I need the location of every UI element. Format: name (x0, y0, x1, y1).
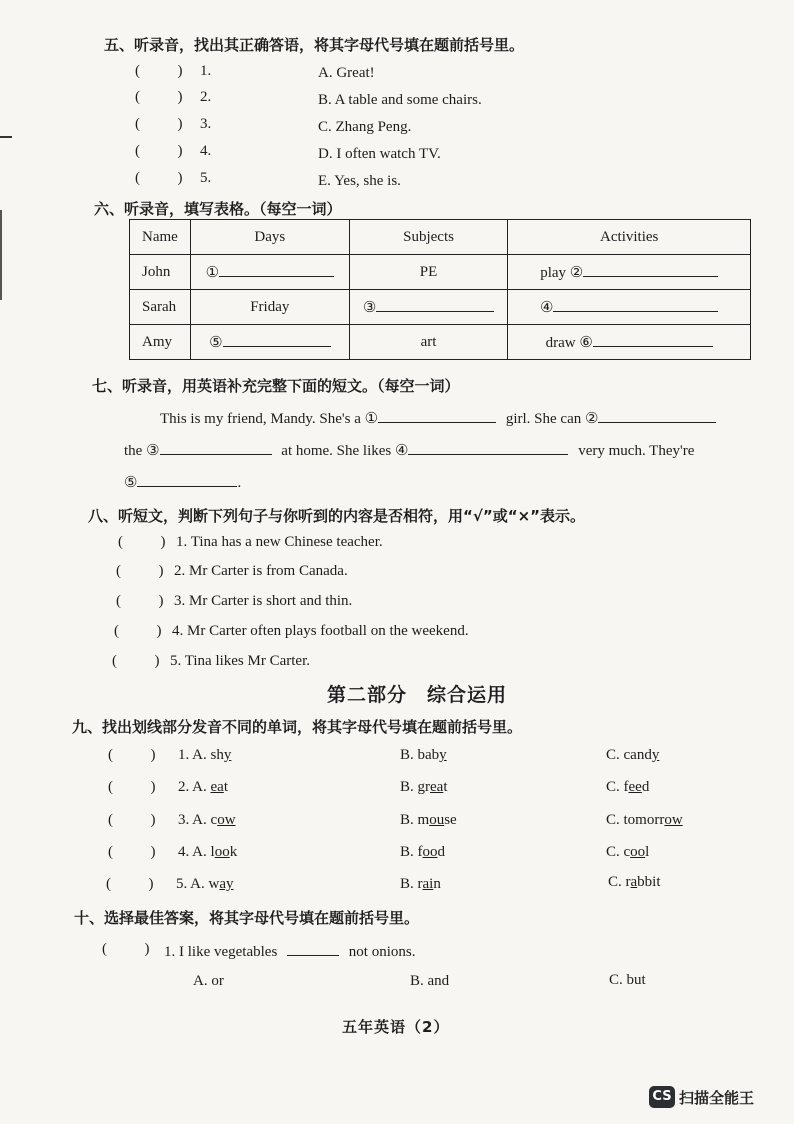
underlined: ow (217, 812, 236, 828)
post: t (443, 779, 448, 795)
s9-q1-a (178, 747, 231, 764)
header-days: Days (190, 220, 349, 255)
s9-q3-a (178, 812, 236, 829)
s9-q4-b (400, 844, 445, 861)
section-5-title: 五、听录音，找出其正确答语，将其字母代号填在题前括号里。 (104, 36, 525, 54)
s7-text: very much. They're (578, 443, 695, 459)
listening-table (129, 219, 751, 360)
s9-q4-c (606, 844, 649, 861)
pre: C. f (606, 779, 629, 795)
s7-text: the ③ (124, 443, 160, 459)
cell-sarah-days: Friday (190, 290, 349, 325)
header-activities: Activities (508, 220, 751, 255)
fill-blank[interactable] (223, 332, 331, 347)
s9-q5-a (176, 876, 234, 893)
paren-5-3[interactable]: ( ) (135, 116, 183, 132)
pre: l (210, 844, 215, 860)
cell-john-subjects: PE (349, 255, 508, 290)
post: d (641, 779, 650, 795)
logo-text: 扫描全能王 (679, 1088, 755, 1107)
s9-q4-a (178, 844, 237, 861)
s9-q3-c (606, 812, 683, 829)
s8-item-4: 4. Mr Carter often plays football on the weekend. (172, 623, 469, 639)
binding-mark (0, 136, 12, 138)
underlined: ow (664, 812, 683, 828)
pre: C. c (606, 844, 631, 860)
activity-prefix: draw ⑥ (545, 335, 593, 351)
s5-answer-c: C. Zhang Peng. (318, 119, 412, 135)
paren-5-5[interactable]: ( ) (135, 170, 183, 186)
row-name-john: John (130, 255, 191, 290)
underlined: ea (430, 779, 444, 795)
s7-text: ⑤ (124, 475, 138, 491)
binding-mark (0, 210, 2, 300)
underlined: oo (422, 844, 438, 860)
paren-8-1[interactable]: ( ) (118, 534, 166, 550)
cell-amy-activities[interactable] (508, 325, 751, 360)
s10-option-a[interactable]: A. or (193, 973, 224, 989)
s9-q3-b (400, 812, 457, 829)
paren-8-4[interactable]: ( ) (114, 623, 162, 639)
s5-num-5: 5. (200, 170, 212, 186)
pre: w (208, 876, 220, 892)
s5-answer-d: D. I often watch TV. (318, 146, 441, 162)
fill-blank-2[interactable] (598, 408, 716, 423)
pre: B. m (400, 812, 430, 828)
section-10-title: 十、选择最佳答案，将其字母代号填在题前括号里。 (74, 909, 420, 927)
s10-q1 (164, 941, 415, 961)
section-6-title: 六、听录音，填写表格。（每空一词） (94, 200, 342, 218)
underlined: ea (210, 779, 224, 795)
s7-text: at home. She likes ④ (281, 443, 409, 459)
fill-blank[interactable] (553, 297, 718, 312)
s9-q5-c (608, 874, 661, 891)
s8-item-1: 1. Tina has a new Chinese teacher. (176, 534, 383, 550)
s5-num-3: 3. (200, 116, 212, 132)
fill-blank-3[interactable] (160, 440, 272, 455)
s9-q1-b (400, 747, 447, 764)
paren-9-4[interactable]: ( ) (108, 844, 156, 860)
paren-5-4[interactable]: ( ) (135, 143, 183, 159)
pre: C. cand (606, 747, 652, 763)
page-footer: 五年英语（2） (342, 1018, 450, 1036)
pre: B. gr (400, 779, 430, 795)
s7-line-3 (124, 472, 241, 492)
s10-option-c[interactable]: C. but (609, 972, 646, 988)
fill-blank-5[interactable] (137, 472, 237, 487)
s5-answer-b: B. A table and some chairs. (318, 92, 482, 108)
q-num: 3. A. (178, 812, 207, 828)
fill-blank-4[interactable] (408, 440, 568, 455)
cell-sarah-subjects[interactable] (349, 290, 508, 325)
s7-line-2 (124, 440, 694, 460)
s8-item-5: 5. Tina likes Mr Carter. (170, 653, 311, 669)
blank-mark: ③ (362, 300, 377, 316)
s8-item-2: 2. Mr Carter is from Canada. (174, 563, 348, 579)
q-num: 1. A. (178, 747, 207, 763)
fill-blank[interactable] (287, 941, 339, 956)
paren-9-3[interactable]: ( ) (108, 812, 156, 828)
underlined: ou (429, 812, 445, 828)
s7-text: . (237, 475, 242, 491)
s9-q5-b (400, 876, 441, 893)
s9-q2-b (400, 779, 448, 796)
s7-text: This is my friend, Mandy. She's a ① (160, 411, 379, 427)
fill-blank-1[interactable] (378, 408, 496, 423)
paren-8-5[interactable]: ( ) (112, 653, 160, 669)
pre: sh (210, 747, 224, 763)
s5-num-1: 1. (200, 63, 212, 79)
post: bbit (637, 874, 661, 890)
s7-text: girl. She can ② (505, 411, 599, 427)
blank-mark: ⑤ (209, 335, 223, 351)
pre: C. tomorr (606, 812, 665, 828)
s9-q1-c (606, 747, 659, 764)
post: k (229, 844, 238, 860)
pre: B. r (400, 876, 423, 892)
q-text: 1. I like vegetables (164, 944, 278, 960)
cell-john-activities[interactable] (508, 255, 751, 290)
underlined: a (630, 874, 638, 890)
pre: B. f (400, 844, 423, 860)
paren-10-1[interactable]: ( ) (102, 941, 150, 957)
s5-num-4: 4. (200, 143, 212, 159)
paren-5-1[interactable]: ( ) (135, 63, 183, 79)
q-num: 4. A. (178, 844, 207, 860)
post: d (437, 844, 445, 860)
post: n (433, 876, 441, 892)
paren-9-5[interactable]: ( ) (106, 876, 154, 892)
paren-5-2[interactable]: ( ) (135, 89, 183, 105)
s5-answer-a: A. Great! (318, 65, 375, 81)
cell-john-days[interactable] (190, 255, 349, 290)
fill-blank[interactable] (219, 262, 334, 277)
paren-9-1[interactable]: ( ) (108, 747, 156, 763)
cell-amy-subjects: art (349, 325, 508, 360)
row-name-amy: Amy (130, 325, 191, 360)
cell-amy-days[interactable] (190, 325, 349, 360)
underlined: oo (214, 844, 230, 860)
underlined: oo (630, 844, 646, 860)
s5-answer-e: E. Yes, she is. (318, 173, 401, 189)
s10-option-b[interactable]: B. and (410, 973, 450, 989)
underlined: y (223, 747, 232, 763)
s5-num-2: 2. (200, 89, 212, 105)
section-9-title: 九、找出划线部分发音不同的单词，将其字母代号填在题前括号里。 (72, 718, 523, 736)
s8-item-3: 3. Mr Carter is short and thin. (174, 593, 353, 609)
section-8-title: 八、听短文，判断下列句子与你听到的内容是否相符，用“√”或“×”表示。 (88, 507, 586, 525)
blank-mark: ① (205, 265, 220, 281)
q-num: 5. A. (176, 876, 205, 892)
post: t (223, 779, 229, 795)
paren-9-2[interactable]: ( ) (108, 779, 156, 795)
paren-8-2[interactable]: ( ) (116, 563, 164, 579)
post: se (444, 812, 457, 828)
header-name: Name (130, 220, 191, 255)
fill-blank[interactable] (583, 262, 718, 277)
header-subjects: Subjects (349, 220, 508, 255)
pre: C. r (608, 874, 631, 890)
underlined: ee (628, 779, 642, 795)
row-name-sarah: Sarah (130, 290, 191, 325)
q-num: 2. A. (178, 779, 207, 795)
fill-blank[interactable] (376, 297, 494, 312)
underlined: ay (219, 876, 234, 892)
underlined: y (651, 747, 660, 763)
s9-q2-a (178, 779, 228, 796)
activity-prefix: play ② (540, 265, 584, 281)
part-2-title: 第二部分 综合运用 (327, 684, 508, 706)
paren-8-3[interactable]: ( ) (116, 593, 164, 609)
pre: B. bab (400, 747, 440, 763)
cs-logo-icon: CS (649, 1086, 675, 1108)
cell-sarah-activities[interactable] (508, 290, 751, 325)
q-text: not onions. (348, 944, 416, 960)
underlined: ai (422, 876, 434, 892)
post: l (645, 844, 650, 860)
s9-q2-c (606, 779, 649, 796)
underlined: y (439, 747, 447, 763)
scanner-logo (649, 1086, 754, 1108)
section-7-title: 七、听录音，用英语补充完整下面的短文。（每空一词） (92, 377, 460, 395)
fill-blank[interactable] (593, 332, 713, 347)
s7-line-1 (160, 408, 716, 428)
pre: c (210, 812, 218, 828)
blank-mark: ④ (539, 300, 554, 316)
